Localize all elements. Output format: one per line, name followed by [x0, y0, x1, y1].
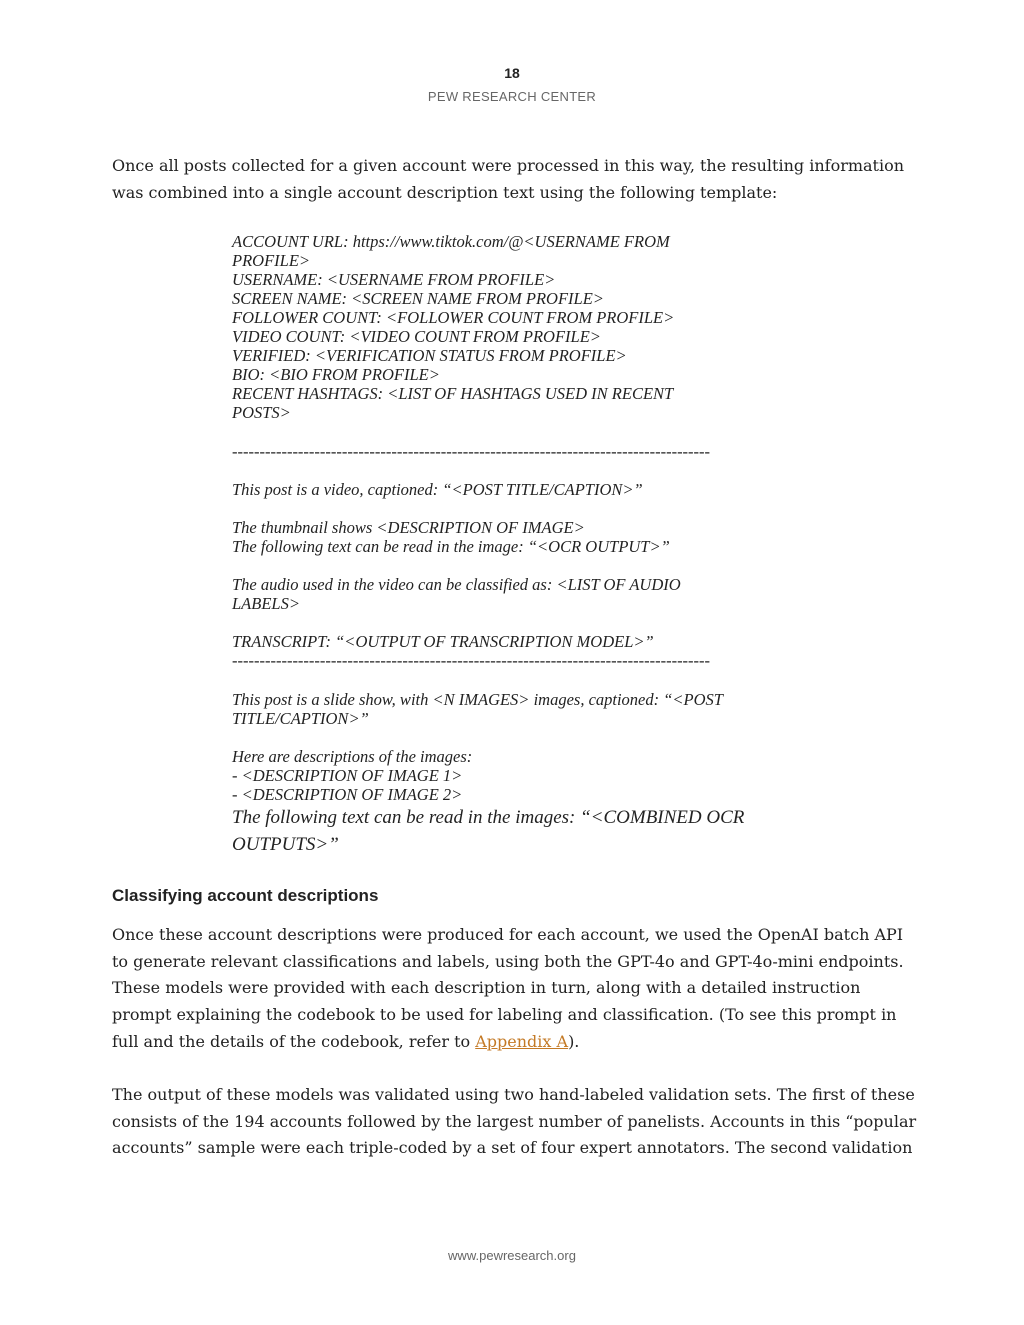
template-line: - <DESCRIPTION OF IMAGE 1>: [232, 766, 463, 785]
template-line: BIO: <BIO FROM PROFILE>: [232, 365, 440, 384]
template-line: USERNAME: <USERNAME FROM PROFILE>: [232, 270, 556, 289]
organization-name: PEW RESEARCH CENTER: [427, 89, 597, 104]
template-line: The thumbnail shows <DESCRIPTION OF IMAGE>: [232, 518, 585, 537]
template-separator: ---------------------------------------------------------------------------------------: [232, 442, 711, 461]
template-account-block: [232, 232, 792, 422]
template-line: PROFILE>: [232, 251, 311, 270]
page-number: 18: [504, 65, 520, 81]
template-line: This post is a video, captioned: “<POST TITLE/CAPTION>”: [232, 480, 643, 499]
paragraph-line: prompt explaining the codebook to be used for labeling and classification. (To see this prompt in: [112, 1005, 897, 1025]
validation-paragraph: [112, 1082, 917, 1162]
template-line: TRANSCRIPT: “<OUTPUT OF TRANSCRIPTION MODEL>”: [232, 632, 654, 651]
template-audio-block: [232, 575, 792, 613]
template-line: VERIFIED: <VERIFICATION STATUS FROM PROFILE>: [232, 346, 627, 365]
template-line: LABELS>: [232, 594, 300, 613]
template-separator: ---------------------------------------------------------------------------------------: [232, 651, 711, 670]
template-line: The audio used in the video can be classified as: <LIST OF AUDIO: [232, 575, 681, 594]
template-line: - <DESCRIPTION OF IMAGE 2>: [232, 785, 463, 804]
paragraph-text: ).: [568, 1031, 580, 1051]
template-line: VIDEO COUNT: <VIDEO COUNT FROM PROFILE>: [232, 327, 601, 346]
intro-paragraph: [112, 153, 917, 206]
template-thumbnail-block: [232, 518, 792, 556]
template-line: Here are descriptions of the images:: [232, 747, 473, 766]
paragraph-line: accounts” sample were each triple-coded by a set of four expert annotators. The second validation: [112, 1138, 913, 1158]
template-images-block: [232, 747, 792, 804]
template-line: RECENT HASHTAGS: <LIST OF HASHTAGS USED IN RECENT: [232, 384, 674, 403]
intro-line-2: was combined into a single account description text using the following template:: [112, 182, 778, 202]
paragraph-line: [112, 1029, 917, 1056]
template-combined-ocr: [232, 804, 792, 858]
template-slideshow-block: [232, 690, 792, 728]
template-line: This post is a slide show, with <N IMAGES> images, captioned: “<POST: [232, 690, 723, 709]
template-line: FOLLOWER COUNT: <FOLLOWER COUNT FROM PROFILE>: [232, 308, 675, 327]
section-heading: Classifying account descriptions: [112, 886, 379, 905]
template-line: OUTPUTS>”: [232, 834, 339, 855]
template-line: TITLE/CAPTION>”: [232, 709, 369, 728]
classify-paragraph: [112, 922, 917, 1056]
paragraph-line: The output of these models was validated using two hand-labeled validation sets. The first of these: [112, 1085, 915, 1104]
template-line: SCREEN NAME: <SCREEN NAME FROM PROFILE>: [232, 289, 604, 308]
footer-url: www.pewresearch.org: [448, 1248, 576, 1263]
paragraph-line: to generate relevant classifications and labels, using both the GPT-4o and GPT-4o-mini endpoints.: [112, 951, 904, 971]
template-line: POSTS>: [232, 403, 291, 422]
template-line: ACCOUNT URL: https://www.tiktok.com/@<USERNAME FROM: [232, 232, 670, 251]
template-video-caption: [232, 480, 792, 499]
paragraph-line: These models were provided with each description in turn, along with a detailed instruction: [112, 978, 861, 998]
template-line: The following text can be read in the images: “<COMBINED OCR: [232, 807, 745, 828]
paragraph-line: consists of the 194 accounts followed by the largest number of panelists. Accounts in this “popular: [112, 1111, 917, 1131]
template-transcript: [232, 632, 792, 651]
paragraph-line: Once these account descriptions were produced for each account, we used the OpenAI batch API: [112, 925, 904, 944]
paragraph-text: full and the details of the codebook, refer to: [112, 1031, 476, 1051]
template-line: The following text can be read in the image: “<OCR OUTPUT>”: [232, 537, 670, 556]
appendix-a-link[interactable]: Appendix A: [475, 1031, 569, 1051]
intro-line-1: Once all posts collected for a given account were processed in this way, the resulting information: [112, 156, 905, 175]
